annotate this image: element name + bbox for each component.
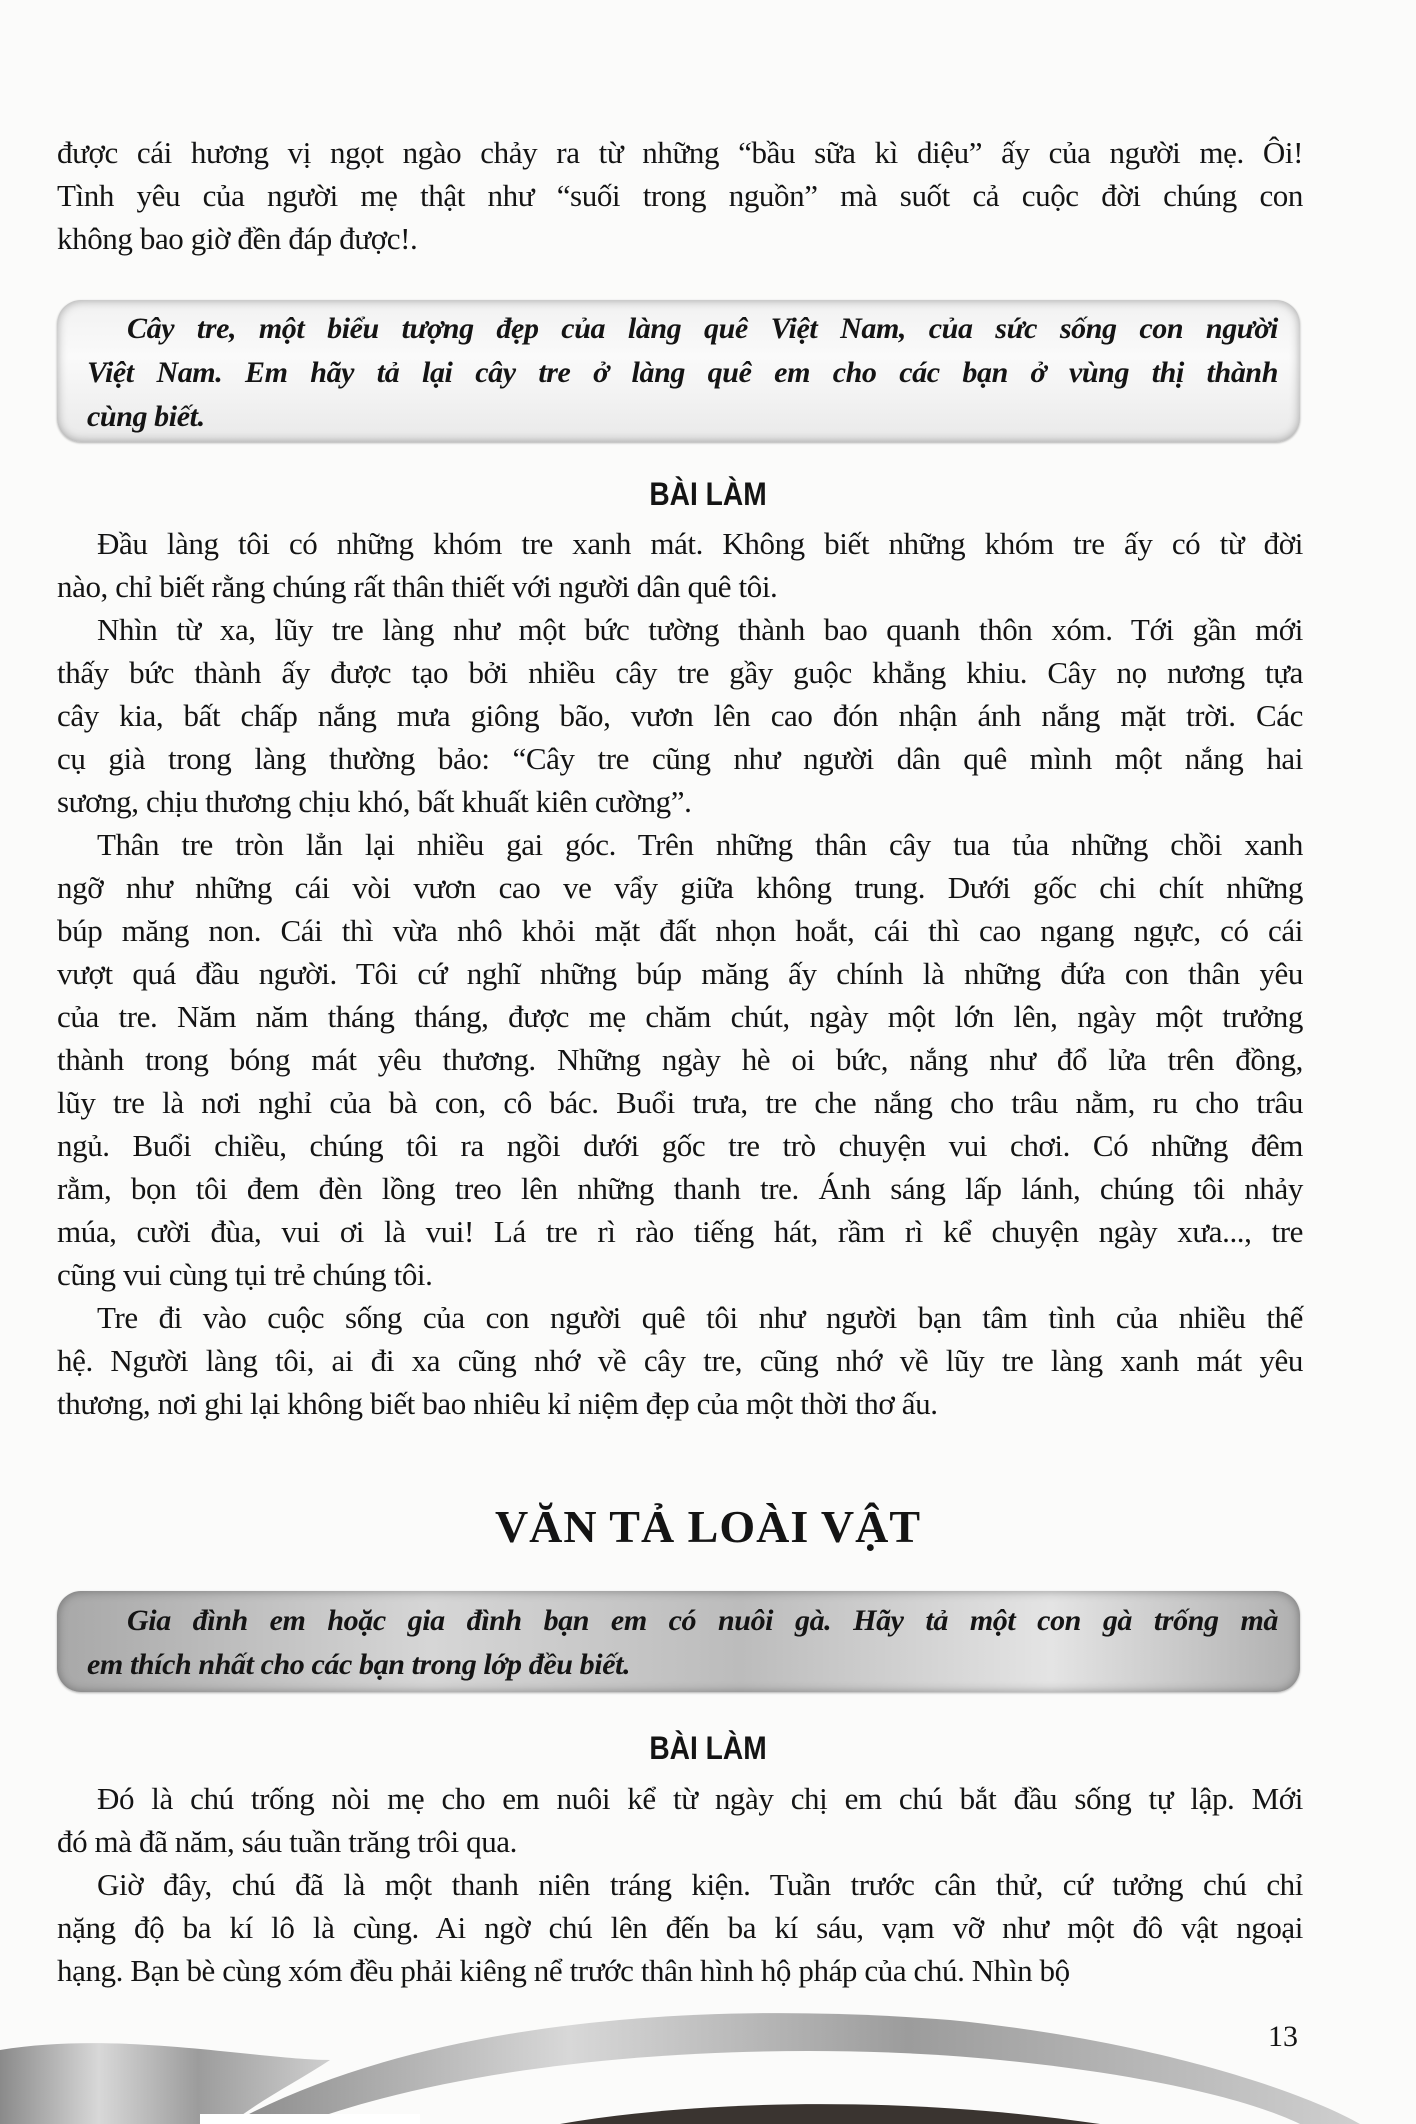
text-line: cũng vui cùng tụi trẻ chúng tôi. <box>57 1257 433 1292</box>
answer-heading: BÀI LÀM <box>649 1730 767 1766</box>
text-line: Việt Nam. Em hãy tả lại cây tre ở làng quê em cho các bạn ở vùng thị thành <box>87 356 1278 389</box>
text-line: thành trong bóng mát yêu thương. Những ngày hè oi bức, nắng như đổ lửa trên đồng, <box>57 1042 1303 1077</box>
text-line: Cây tre, một biểu tượng đẹp của làng quê Việt Nam, của sức sống con người <box>127 312 1278 345</box>
text-line: lũy tre là nơi nghỉ của bà con, cô bác. Buổi trưa, tre che nắng cho trâu nằm, ru cho trâu <box>57 1085 1303 1120</box>
text-line: Đầu làng tôi có những khóm tre xanh mát. Không biết những khóm tre ấy có từ đời <box>97 526 1303 561</box>
answer-heading: BÀI LÀM <box>649 476 767 512</box>
text-line: thấy bức thành ấy được tạo bởi nhiều cây tre gầy guộc khẳng khiu. Cây nọ nương tựa <box>57 655 1303 690</box>
text-line: nặng độ ba kí lô là cùng. Ai ngờ chú lên đến ba kí sáu, vạm vỡ như một đô vật ngoại <box>57 1910 1303 1945</box>
text-line: cùng biết. <box>87 400 205 433</box>
text-line: em thích nhất cho các bạn trong lớp đều biết. <box>87 1648 631 1681</box>
text-line: Đó là chú trống nòi mẹ cho em nuôi kể từ ngày chị em chú bắt đầu sống tự lập. Mới <box>97 1781 1303 1816</box>
text-line: cụ già trong làng thường bảo: “Cây tre cũng như người dân quê mình một nắng hai <box>57 741 1303 776</box>
prompt-text <box>87 1599 1278 1687</box>
prompt-text <box>87 307 1278 439</box>
prompt-box-bamboo <box>57 300 1300 442</box>
prompt-box-rooster <box>57 1591 1300 1692</box>
text-line: Tre đi vào cuộc sống của con người quê tôi như người bạn tâm tình của nhiều thế <box>97 1300 1303 1335</box>
text-line: nào, chỉ biết rằng chúng rất thân thiết với người dân quê tôi. <box>57 569 778 604</box>
intro-paragraph <box>57 131 1303 260</box>
text-line: của tre. Năm năm tháng tháng, được mẹ chăm chút, ngày một lớn lên, ngày một trưởng <box>57 999 1303 1034</box>
text-line: Nhìn từ xa, lũy tre làng như một bức tường thành bao quanh thôn xóm. Tới gần mới <box>97 612 1303 647</box>
text-line: ngủ. Buổi chiều, chúng tôi ra ngồi dưới gốc tre trò chuyện vui chơi. Có những đêm <box>57 1128 1303 1163</box>
text-line: thương, nơi ghi lại không biết bao nhiêu kỉ niệm đẹp của một thời thơ ấu. <box>57 1386 938 1421</box>
text-line: được cái hương vị ngọt ngào chảy ra từ những “bầu sữa kì diệu” ấy của người mẹ. Ôi! <box>57 135 1303 170</box>
page-number: 13 <box>1268 2020 1298 2053</box>
text-line: Tình yêu của người mẹ thật như “suối trong nguồn” mà suốt cả cuộc đời chúng con <box>57 178 1303 213</box>
decorative-footer-band <box>0 1990 1416 2124</box>
text-line: Thân tre tròn lẳn lại nhiều gai góc. Trên những thân cây tua tủa những chồi xanh <box>97 827 1303 862</box>
text-line: đó mà đã năm, sáu tuần trăng trôi qua. <box>57 1824 518 1859</box>
text-line: Gia đình em hoặc gia đình bạn em có nuôi gà. Hãy tả một con gà trống mà <box>127 1604 1278 1637</box>
essay-rooster <box>57 1777 1303 1992</box>
text-line: cây kia, bất chấp nắng mưa giông bão, vươn lên cao đón nhận ánh nắng mặt trời. Các <box>57 698 1303 733</box>
text-line: sương, chịu thương chịu khó, bất khuất kiên cường”. <box>57 784 692 819</box>
text-line: không bao giờ đền đáp được!. <box>57 221 418 256</box>
text-line: búp măng non. Cái thì vừa nhô khỏi mặt đất nhọn hoắt, cái thì cao ngang ngực, có cái <box>57 913 1303 948</box>
text-line: hạng. Bạn bè cùng xóm đều phải kiêng nể trước thân hình hộ pháp của chú. Nhìn bộ <box>57 1953 1070 1988</box>
section-title: VĂN TẢ LOÀI VẬT <box>494 1501 922 1552</box>
text-line: vượt quá đầu người. Tôi cứ nghĩ những búp măng ấy chính là những đứa con thân yêu <box>57 956 1303 991</box>
text-line: múa, cười đùa, vui ơi là vui! Lá tre rì rào tiếng hát, rầm rì kể chuyện ngày xưa..., tre <box>57 1214 1303 1249</box>
essay-bamboo <box>57 522 1303 1425</box>
text-line: rằm, bọn tôi đem đèn lồng treo lên những thanh tre. Ánh sáng lấp lánh, chúng tôi nhảy <box>57 1171 1303 1206</box>
text-line: Giờ đây, chú đã là một thanh niên tráng kiện. Tuần trước cân thử, cứ tưởng chú chỉ <box>97 1867 1303 1902</box>
text-line: ngỡ như những cái vòi vươn cao ve vẩy giữa không trung. Dưới gốc chi chít những <box>57 870 1303 905</box>
text-line: hệ. Người làng tôi, ai đi xa cũng nhớ về cây tre, cũng nhớ về lũy tre làng xanh mát yêu <box>57 1343 1303 1378</box>
